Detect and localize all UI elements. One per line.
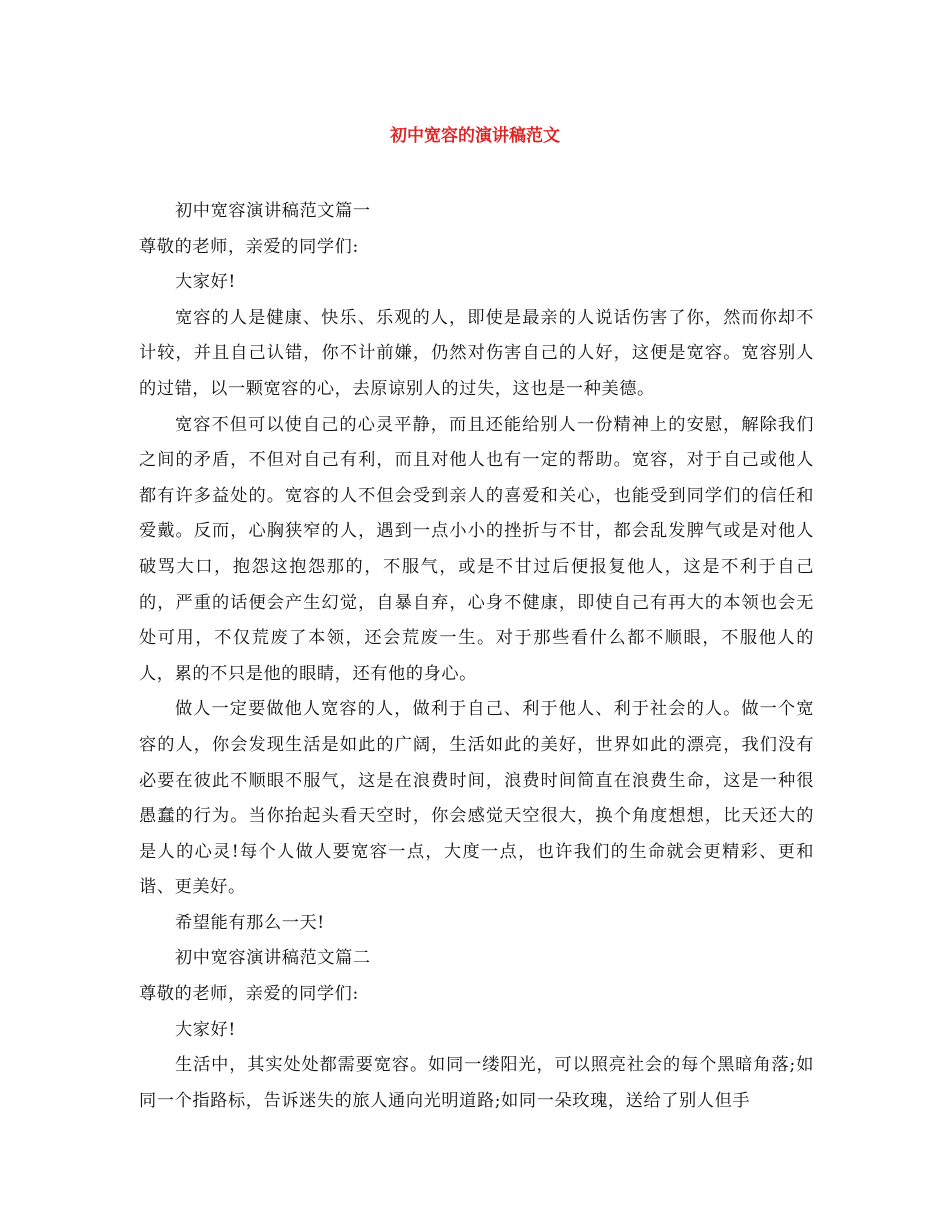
section-heading-1: 初中宽容演讲稿范文篇一 [175, 201, 371, 221]
page-title: 初中宽容的演讲稿范文 [390, 126, 560, 146]
salutation-2: 尊敬的老师，亲爱的同学们: [139, 984, 359, 1005]
paragraph-1: 宽容的人是健康、快乐、乐观的人，即使是最亲的人说话伤害了你，然而你却不计较，并且自己认错，你不计前嫌，仍然对伤害自己的人好，这便是宽容。宽容别人的过错，以一颗宽容的心，去原谅别人的过失，这也是一种美德。 [139, 307, 814, 399]
paragraph-2: 宽容不但可以使自己的心灵平静，而且还能给别人一份精神上的安慰，解除我们之间的矛盾，不但对自己有利，而且对他人也有一定的帮助。宽容，对于自己或他人都有许多益处的。宽容的人不但会受到亲人的喜爱和关心，也能受到同学们的信任和爱戴。反而，心胸狭窄的人，遇到一点小小的挫折与不甘，都会乱发脾气或是对他人破骂大口，抱怨这抱怨那的，不服气，或是不甘过后便报复他人，这是不利于自己的，严重的话便会产生幻觉，自暴自弃，心身不健康，即使自己有再大的本领也会无处可用，不仅荒废了本领，还会荒废一生。对于那些看什么都不顺眼，不服他人的人，累的不只是他的眼睛，还有他的身心。 [139, 414, 814, 684]
paragraph-3: 做人一定要做他人宽容的人，做利于自己、利于他人、利于社会的人。做一个宽容的人，你会发现生活是如此的广阔，生活如此的美好，世界如此的漂亮，我们没有必要在彼此不顺眼不服气，这是在浪费时间，浪费时间简直在浪费生命，这是一种很愚蠢的行为。当你抬起头看天空时，你会感觉天空很大，换个角度想想，比天还大的是人的心灵!每个人做人要宽容一点，大度一点，也许我们的生命就会更精彩、更和谐、更美好。 [139, 699, 814, 898]
closing-1: 希望能有那么一天! [175, 912, 325, 933]
document-body [139, 194, 814, 1119]
paragraph-4: 生活中，其实处处都需要宽容。如同一缕阳光，可以照亮社会的每个黑暗角落;如同一个指路标，告诉迷失的旅人通向光明道路;如同一朵玫瑰，送给了别人但手 [139, 1055, 814, 1111]
section-heading-2: 初中宽容演讲稿范文篇二 [175, 948, 371, 969]
salutation-1: 尊敬的老师，亲爱的同学们: [139, 236, 359, 257]
greeting-2: 大家好! [175, 1019, 236, 1040]
greeting-1: 大家好! [175, 272, 236, 293]
